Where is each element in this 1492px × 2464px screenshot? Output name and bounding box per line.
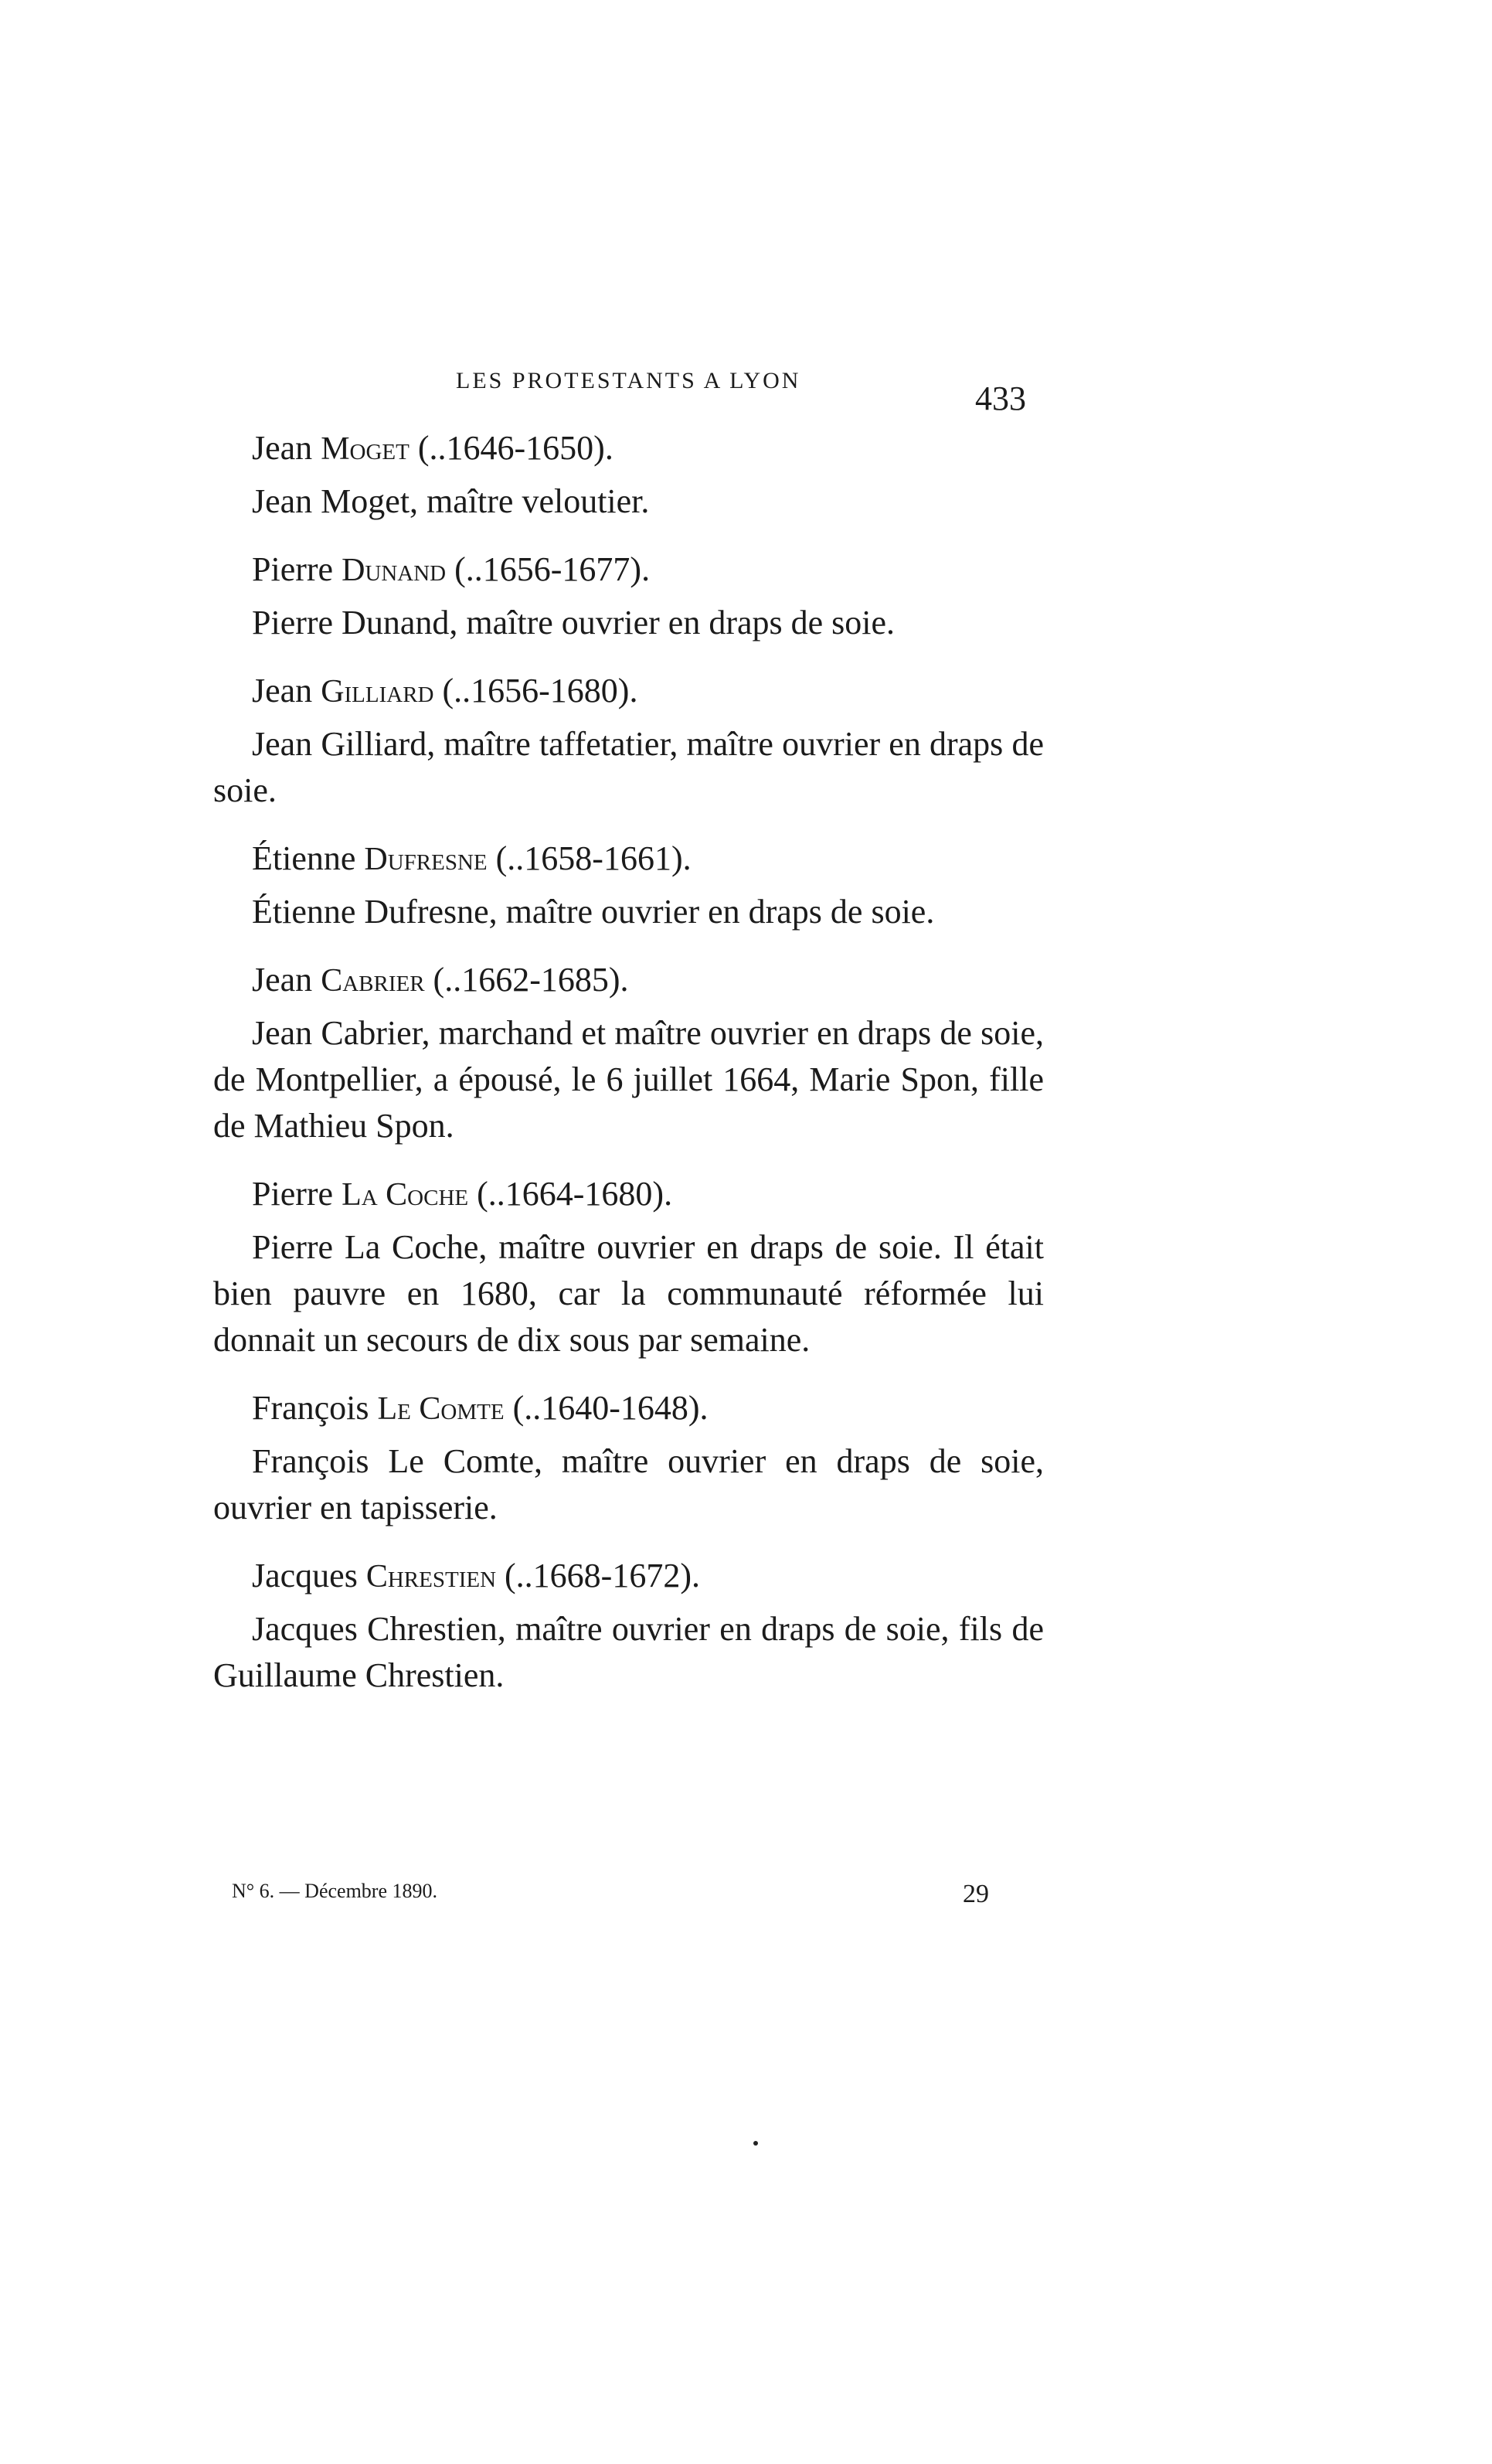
first-name: Jean <box>252 672 313 710</box>
surname: Cabrier <box>321 963 425 999</box>
entry-text: Jean Gilliard, maître taffetatier, maître ouvrier en draps de soie. <box>213 725 1044 809</box>
entry-heading <box>252 836 1044 883</box>
issue-line: N° 6. — Décembre 1890. <box>232 1880 437 1902</box>
dates: (..1658-1661). <box>495 839 692 877</box>
surname: Dunand <box>342 553 447 588</box>
signature-mark: 29 <box>963 1880 989 1908</box>
entry-text: Pierre La Coche, maître ouvrier en draps de soie. Il était bien pauvre en 1680, car la communauté réformée lui donnait un secours de dix sous par semaine. <box>213 1228 1044 1359</box>
first-name: Étienne <box>252 839 356 877</box>
entry-moget <box>213 425 1044 525</box>
entry-dunand <box>213 546 1044 646</box>
first-name: François <box>252 1389 369 1427</box>
surname: Chrestien <box>365 1559 497 1594</box>
entry-la-coche <box>213 1171 1044 1363</box>
entry-text: Pierre Dunand, maître ouvrier en draps de soie. <box>252 604 896 642</box>
entry-heading <box>252 668 1044 715</box>
surname: Le Comte <box>377 1391 505 1427</box>
running-title: LES PROTESTANTS A LYON <box>456 368 801 393</box>
dates: (..1662-1685). <box>433 961 629 999</box>
entry-heading <box>252 1385 1044 1432</box>
dates: (..1656-1680). <box>442 672 638 710</box>
dates: (..1656-1677). <box>454 550 651 588</box>
surname: La Coche <box>342 1177 469 1213</box>
surname: Gilliard <box>321 674 434 710</box>
first-name: Pierre <box>252 1175 334 1213</box>
page-number: 433 <box>975 379 1026 417</box>
entry-heading <box>252 1553 1044 1600</box>
entry-chrestien <box>213 1553 1044 1699</box>
dates: (..1668-1672). <box>505 1557 700 1594</box>
entry-text: François Le Comte, maître ouvrier en draps de soie, ouvrier en tapisserie. <box>213 1442 1044 1526</box>
entry-le-comte <box>213 1385 1044 1531</box>
entry-text: Jean Moget, maître veloutier. <box>252 482 650 520</box>
entry-text: Jean Cabrier, marchand et maître ouvrier en draps de soie, de Montpellier, a épousé, le 6 juillet 1664, Marie Spon, fille de Mathieu Spon. <box>213 1014 1044 1145</box>
entry-heading <box>252 957 1044 1004</box>
entry-gilliard <box>213 668 1044 814</box>
first-name: Pierre <box>252 550 334 588</box>
first-name: Jacques <box>252 1557 358 1594</box>
entry-heading <box>252 546 1044 594</box>
entry-dufresne <box>213 836 1044 935</box>
entry-text: Étienne Dufresne, maître ouvrier en draps de soie. <box>252 893 935 931</box>
first-name: Jean <box>252 961 313 999</box>
first-name: Jean <box>252 429 313 467</box>
dates: (..1640-1648). <box>512 1389 709 1427</box>
surname: Dufresne <box>364 842 488 877</box>
entry-heading <box>252 425 1044 472</box>
entry-cabrier <box>213 957 1044 1149</box>
main-text <box>213 425 1044 1720</box>
dates: (..1646-1650). <box>417 429 613 467</box>
dates: (..1664-1680). <box>477 1175 673 1213</box>
entry-heading <box>252 1171 1044 1218</box>
surname: Moget <box>321 431 410 467</box>
ink-speck <box>753 2141 758 2146</box>
page-footer <box>232 1880 989 1908</box>
entry-text: Jacques Chrestien, maître ouvrier en draps de soie, fils de Guillaume Chrestien. <box>213 1610 1044 1694</box>
